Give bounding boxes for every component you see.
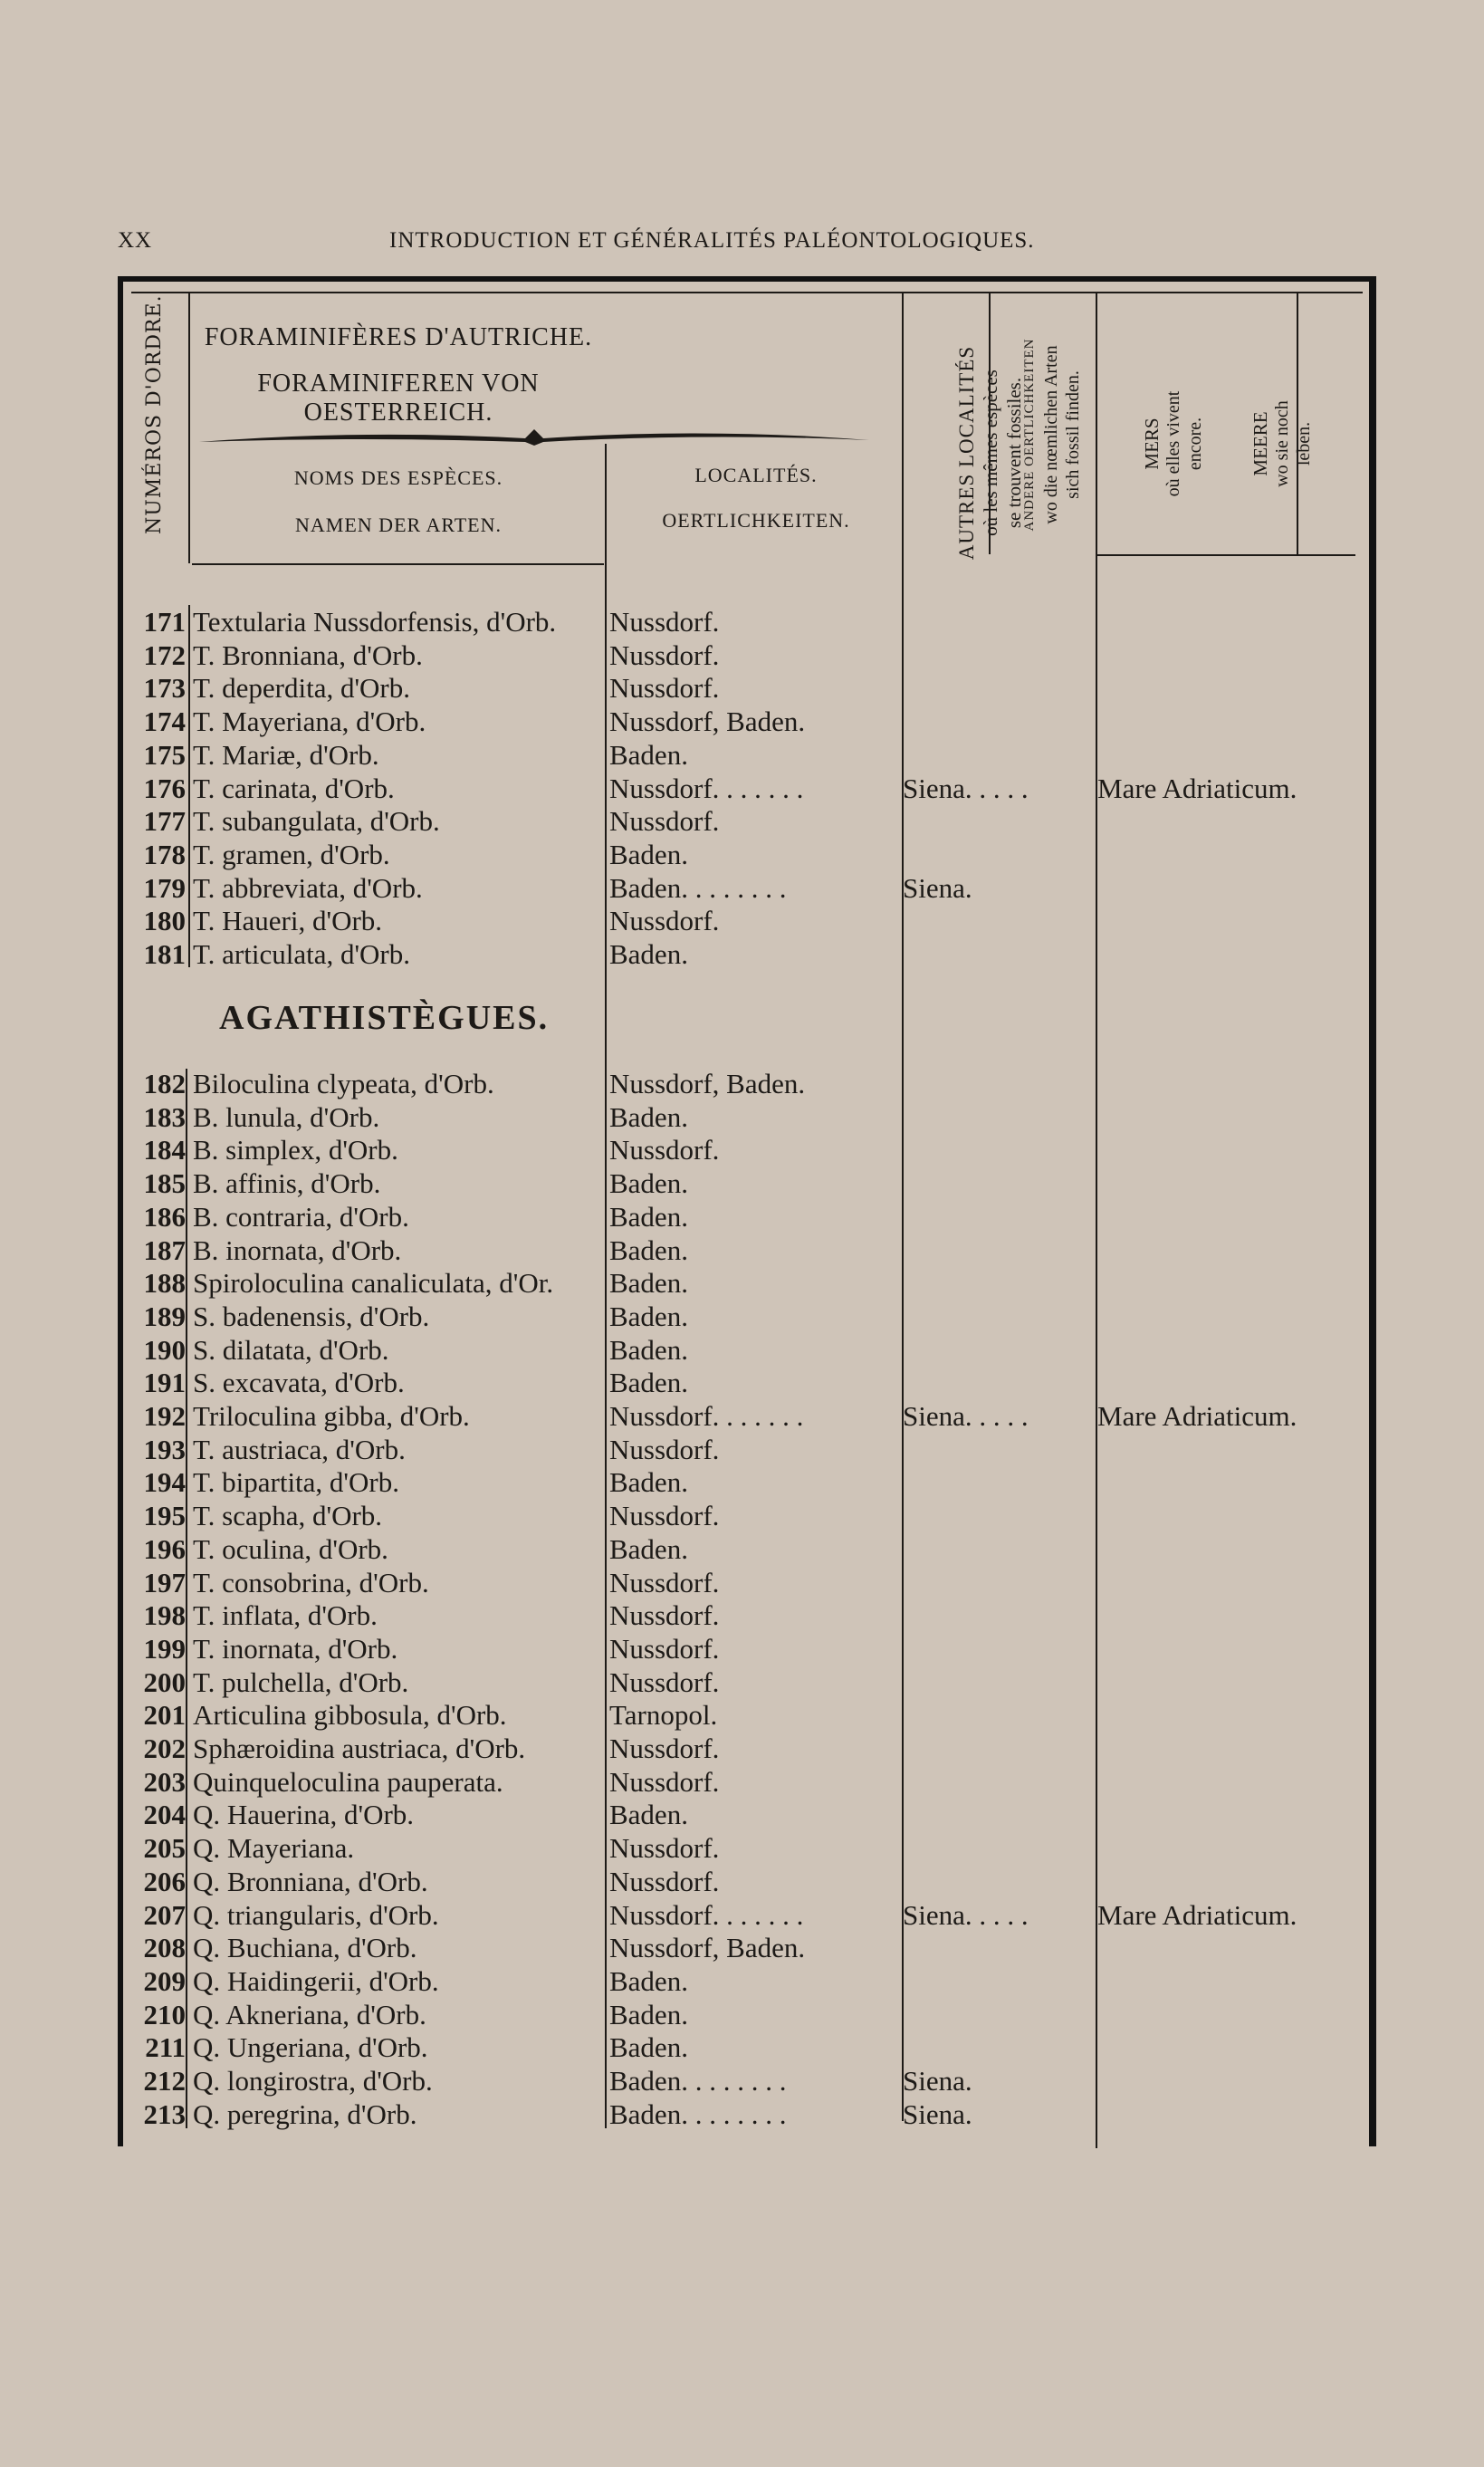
header-species-fr: NOMS DES ESPÈCES. (293, 466, 503, 489)
species-name: Q. Mayeriana. (193, 1832, 355, 1865)
species-name: B. affinis, d'Orb. (193, 1167, 381, 1200)
locality: Nussdorf. (609, 672, 720, 705)
table-row (122, 1964, 1372, 1998)
species-name: T. Haueri, d'Orb. (193, 905, 383, 937)
species-name: T. carinata, d'Orb. (193, 772, 395, 804)
header-species-de: NAMEN DER ARTEN. (295, 514, 502, 536)
table-row (122, 1366, 1372, 1399)
locality: Baden. (609, 1367, 688, 1399)
locality: Tarnopol. (609, 1699, 718, 1732)
table-row (122, 1765, 1372, 1799)
header-seas-fr-line1: MERS (1141, 418, 1163, 470)
row-number: 176 (143, 772, 186, 804)
header-seas-fr-line3: encore. (1185, 417, 1205, 471)
species-name: Q. Haidingerii, d'Orb. (193, 1964, 439, 1997)
locality: Baden. (609, 938, 688, 970)
other-locality: Siena. (903, 871, 972, 904)
table-row (122, 838, 1372, 871)
table-title-fr: FORAMINIFÈRES D'AUTRICHE. (204, 323, 593, 351)
header-localities-fr: LOCALITÉS. (694, 464, 818, 486)
row-number: 188 (143, 1267, 186, 1300)
row-number: 191 (143, 1367, 186, 1399)
sea: Mare Adriaticum. (1097, 1400, 1297, 1432)
header-other-de-line2: wo die nœmlichen Arten (1041, 345, 1061, 524)
species-name: Q. longirostra, d'Orb. (193, 2065, 433, 2097)
row-number: 179 (143, 871, 186, 904)
header-number-column: NUMÉROS D'ORDRE. (143, 294, 166, 534)
species-name: Textularia Nussdorfensis, d'Orb. (193, 606, 557, 638)
table-row (122, 804, 1372, 838)
row-number: 196 (143, 1532, 186, 1565)
table-row (122, 1133, 1372, 1166)
row-number: 207 (143, 1898, 186, 1931)
other-locality: Siena. . . . . (903, 1898, 1029, 1931)
header-seas-fr (1141, 344, 1231, 543)
group-heading: AGATHISTÈGUES. (219, 999, 550, 1037)
locality: Nussdorf. (609, 905, 720, 937)
table-row (122, 738, 1372, 772)
species-name: B. inornata, d'Orb. (193, 1234, 402, 1266)
species-name: Quinqueloculina pauperata. (193, 1765, 503, 1798)
table-row (122, 871, 1372, 905)
row-number: 181 (143, 938, 186, 970)
species-name: T. deperdita, d'Orb. (193, 672, 411, 705)
table-row (122, 705, 1372, 738)
row-number: 194 (143, 1466, 186, 1499)
species-name: Q. Ungeriana, d'Orb. (193, 2031, 428, 2064)
row-number: 180 (143, 905, 186, 937)
row-number: 199 (143, 1632, 186, 1665)
table-row (122, 1998, 1372, 2031)
header-localities-de: OERTLICHKEITEN. (662, 509, 850, 532)
page-number: XX (118, 228, 153, 253)
header-seas-de-line3: leben. (1294, 421, 1314, 466)
table-row (122, 671, 1372, 705)
header-other-localities-de (1019, 303, 1109, 566)
locality: Baden. (609, 2031, 688, 2064)
row-number: 209 (143, 1964, 186, 1997)
locality: Baden. (609, 1964, 688, 1997)
locality: Baden. . . . . . . . (609, 871, 787, 904)
row-number: 186 (143, 1200, 186, 1233)
species-name: T. bipartita, d'Orb. (193, 1466, 399, 1499)
locality: Baden. (609, 1333, 688, 1366)
locality: Baden. (609, 1100, 688, 1133)
locality: Nussdorf. (609, 1566, 720, 1598)
species-name: T. Mariæ, d'Orb. (193, 738, 379, 771)
header-other-fr-line3: se trouvent fossiles. (1003, 377, 1025, 529)
locality: Baden. (609, 838, 688, 870)
header-seas-de (1249, 344, 1340, 543)
table-row (122, 904, 1372, 937)
table-row (122, 1798, 1372, 1831)
row-number: 184 (143, 1134, 186, 1166)
locality: Nussdorf. (609, 1865, 720, 1897)
row-number: 193 (143, 1433, 186, 1465)
header-rule-top (131, 292, 1363, 293)
row-number: 206 (143, 1865, 186, 1897)
row-number: 208 (143, 1932, 186, 1964)
locality: Nussdorf. (609, 1733, 720, 1764)
other-locality: Siena. (903, 2097, 972, 2130)
header-other-de-line3: sich fossil finden. (1063, 370, 1083, 499)
species-name: S. excavata, d'Orb. (193, 1367, 405, 1399)
locality: Nussdorf. (609, 1433, 720, 1465)
locality: Nussdorf, Baden. (609, 1068, 806, 1099)
locality: Nussdorf. (609, 606, 720, 638)
species-name: Sphæroidina austriaca, d'Orb. (193, 1733, 526, 1764)
row-number: 203 (143, 1765, 186, 1798)
row-number: 204 (143, 1799, 186, 1831)
table-row (122, 1067, 1372, 1100)
table-row (122, 1234, 1372, 1267)
table-row (122, 1300, 1372, 1333)
species-name: T. Mayeriana, d'Orb. (193, 706, 426, 738)
header-seas-de-line2: wo sie noch (1272, 400, 1292, 487)
row-number: 200 (143, 1665, 186, 1698)
species-name: Q. Akneriana, d'Orb. (193, 1998, 426, 2030)
table-row (122, 2097, 1372, 2131)
species-name: S. badenensis, d'Orb. (193, 1300, 430, 1332)
table-row (122, 1831, 1372, 1865)
locality: Baden. (609, 1998, 688, 2030)
table-row (122, 1100, 1372, 1134)
other-locality: Siena. . . . . (903, 1400, 1029, 1432)
species-name: T. subangulata, d'Orb. (193, 805, 440, 838)
header-other-fr-line2: où les mêmes espèces (980, 370, 1001, 536)
locality: Nussdorf. (609, 1665, 720, 1698)
species-name: T. abbreviata, d'Orb. (193, 871, 423, 904)
species-name: T. austriaca, d'Orb. (193, 1433, 406, 1465)
species-name: T. Bronniana, d'Orb. (193, 638, 423, 671)
table-row (122, 638, 1372, 672)
row-number: 174 (143, 706, 186, 738)
header-other-de-line1: ANDERE OERTLICHKEITEN (1022, 338, 1037, 532)
locality: Baden. . . . . . . . (609, 2097, 787, 2130)
table-row (122, 772, 1372, 805)
species-name: T. pulchella, d'Orb. (193, 1665, 409, 1698)
table-row (122, 1566, 1372, 1599)
row-number: 190 (143, 1333, 186, 1366)
species-name: T. oculina, d'Orb. (193, 1532, 388, 1565)
table-row (122, 1200, 1372, 1234)
row-number: 210 (143, 1998, 186, 2030)
table-row (122, 1665, 1372, 1699)
row-number: 197 (143, 1566, 186, 1598)
row-number: 177 (143, 805, 186, 838)
row-number: 173 (143, 672, 186, 705)
locality: Nussdorf. (609, 1765, 720, 1798)
locality: Baden. (609, 1234, 688, 1266)
species-name: Q. peregrina, d'Orb. (193, 2097, 417, 2130)
table-row (122, 2030, 1372, 2064)
locality: Nussdorf. . . . . . . (609, 1400, 804, 1432)
header-seas-fr-line2: où elles vivent (1163, 390, 1183, 497)
table-row (122, 1166, 1372, 1200)
row-number: 175 (143, 738, 186, 771)
species-name: Articulina gibbosula, d'Orb. (193, 1699, 507, 1732)
table-row (122, 1865, 1372, 1898)
row-number: 192 (143, 1400, 186, 1432)
locality: Nussdorf. . . . . . . (609, 772, 804, 804)
table-row (122, 1499, 1372, 1532)
header-bottom-rule (192, 563, 604, 565)
sea: Mare Adriaticum. (1097, 1898, 1297, 1931)
locality: Baden. (609, 1200, 688, 1233)
table-row (122, 1732, 1372, 1765)
table-row (122, 1266, 1372, 1300)
row-number: 212 (143, 2065, 186, 2097)
locality: Nussdorf. (609, 638, 720, 671)
row-number: 213 (143, 2097, 186, 2130)
locality: Nussdorf. (609, 1632, 720, 1665)
table-row (122, 1433, 1372, 1466)
locality: Baden. (609, 1799, 688, 1831)
species-name: Q. Bronniana, d'Orb. (193, 1865, 428, 1897)
row-number: 183 (143, 1100, 186, 1133)
locality: Nussdorf. (609, 1832, 720, 1865)
row-number: 189 (143, 1300, 186, 1332)
row-number: 178 (143, 838, 186, 870)
species-name: Q. triangularis, d'Orb. (193, 1898, 439, 1931)
species-name: B. simplex, d'Orb. (193, 1134, 398, 1166)
species-name: T. gramen, d'Orb. (193, 838, 390, 870)
species-name: B. contraria, d'Orb. (193, 1200, 409, 1233)
page-header (0, 228, 1484, 264)
table-row (122, 605, 1372, 638)
locality: Baden. (609, 1532, 688, 1565)
locality: Baden. (609, 1466, 688, 1499)
row-number: 205 (143, 1832, 186, 1865)
species-name: T. consobrina, d'Orb. (193, 1566, 429, 1598)
table-row (122, 937, 1372, 971)
header-seas-de-line1: MEERE (1249, 411, 1271, 476)
species-name: T. scapha, d'Orb. (193, 1500, 383, 1532)
row-number: 187 (143, 1234, 186, 1266)
row-number: 185 (143, 1167, 186, 1200)
row-number: 171 (143, 606, 186, 638)
row-number: 201 (143, 1699, 186, 1732)
species-name: S. dilatata, d'Orb. (193, 1333, 389, 1366)
other-locality: Siena. . . . . (903, 772, 1029, 804)
table-row (122, 1532, 1372, 1566)
table-row (122, 1898, 1372, 1932)
row-number: 195 (143, 1500, 186, 1532)
species-name: B. lunula, d'Orb. (193, 1100, 380, 1133)
species-name: Q. Hauerina, d'Orb. (193, 1799, 415, 1831)
locality: Nussdorf. (609, 805, 720, 838)
locality: Baden. . . . . . . . (609, 2065, 787, 2097)
table-row (122, 1598, 1372, 1632)
ornament-rule (199, 418, 869, 449)
locality: Nussdorf. . . . . . . (609, 1898, 804, 1931)
row-number: 172 (143, 638, 186, 671)
locality: Baden. (609, 1167, 688, 1200)
locality: Baden. (609, 1267, 688, 1300)
species-name: Biloculina clypeata, d'Orb. (193, 1068, 494, 1099)
species-name: Spiroloculina canaliculata, d'Or. (193, 1267, 554, 1300)
species-name: T. inornata, d'Orb. (193, 1632, 398, 1665)
locality: Nussdorf, Baden. (609, 1932, 806, 1964)
locality: Baden. (609, 1300, 688, 1332)
row-number: 198 (143, 1599, 186, 1632)
locality: Nussdorf. (609, 1500, 720, 1532)
table-row (122, 1632, 1372, 1665)
species-name: T. articulata, d'Orb. (193, 938, 410, 970)
table-row (122, 1931, 1372, 1964)
locality: Nussdorf. (609, 1599, 720, 1632)
other-locality: Siena. (903, 2065, 972, 2097)
table-row (122, 1465, 1372, 1499)
header-other-fr-line1: AUTRES LOCALITÉS (955, 345, 978, 561)
species-name: T. inflata, d'Orb. (193, 1599, 378, 1632)
locality: Nussdorf. (609, 1134, 720, 1166)
locality: Baden. (609, 738, 688, 771)
row-number: 202 (143, 1733, 186, 1764)
header-bottom-rule-2 (1097, 554, 1355, 556)
table-row (122, 1333, 1372, 1367)
table-row (122, 2064, 1372, 2097)
species-name: Triloculina gibba, d'Orb. (193, 1400, 470, 1432)
running-title: INTRODUCTION ET GÉNÉRALITÉS PALÉONTOLOGIQUES. (389, 228, 1035, 253)
row-number: 182 (143, 1068, 186, 1099)
table-row (122, 1399, 1372, 1433)
sea: Mare Adriaticum. (1097, 772, 1297, 804)
table-row (122, 1698, 1372, 1732)
species-name: Q. Buchiana, d'Orb. (193, 1932, 417, 1964)
locality: Nussdorf, Baden. (609, 706, 806, 738)
row-number: 211 (145, 2031, 186, 2064)
table-title-de: FORAMINIFEREN VON OESTERREICH. (257, 370, 540, 427)
